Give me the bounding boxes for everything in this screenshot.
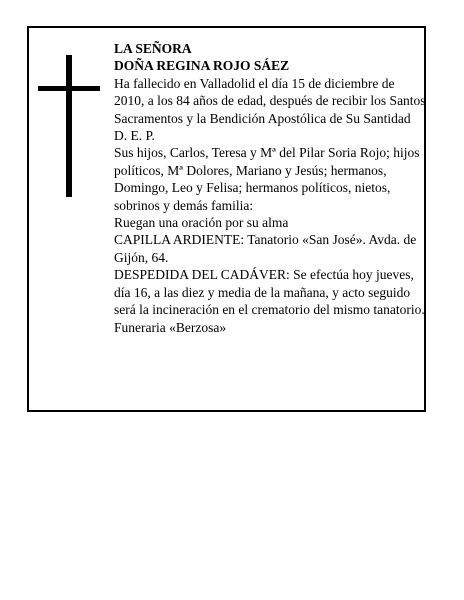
funeral-home: Funeraria «Berzosa»: [114, 319, 227, 335]
prayer-request: Ruegan una oración por su alma: [114, 215, 289, 231]
cross-vertical-bar: [66, 55, 72, 197]
rip-line: D. E. P.: [114, 128, 155, 144]
cross-horizontal-bar: [38, 86, 100, 91]
chapel-info: CAPILLA ARDIENTE: Tanatorio «San José». Avda. de Gijón, 64.: [114, 232, 417, 265]
honorific: LA SEÑORA: [114, 41, 192, 56]
farewell-info: DESPEDIDA DEL CADÁVER: Se efectúa hoy jueves, día 16, a las diez y media de la mañana, y acto seguido será la incineración en el crematorio del mismo tanatorio.: [114, 267, 425, 318]
deceased-name: DOÑA REGINA ROJO SÁEZ: [114, 58, 290, 74]
cross-icon: [38, 55, 100, 197]
death-announcement: Ha fallecido en Valladolid el día 15 de diciembre de 2010, a los 84 años de edad, después de recibir los Santos Sacramentos y la Bendición Apostólica de Su Santidad: [114, 75, 426, 126]
family-list: Sus hijos, Carlos, Teresa y Mª del Pilar Soria Rojo; hijos políticos, Mª Dolores, Mariano y Jesús; hermanos, Domingo, Leo y Felisa; hermanos políticos, nietos, sobrinos y demás familia:: [114, 145, 420, 213]
obituary-text: [114, 40, 428, 336]
